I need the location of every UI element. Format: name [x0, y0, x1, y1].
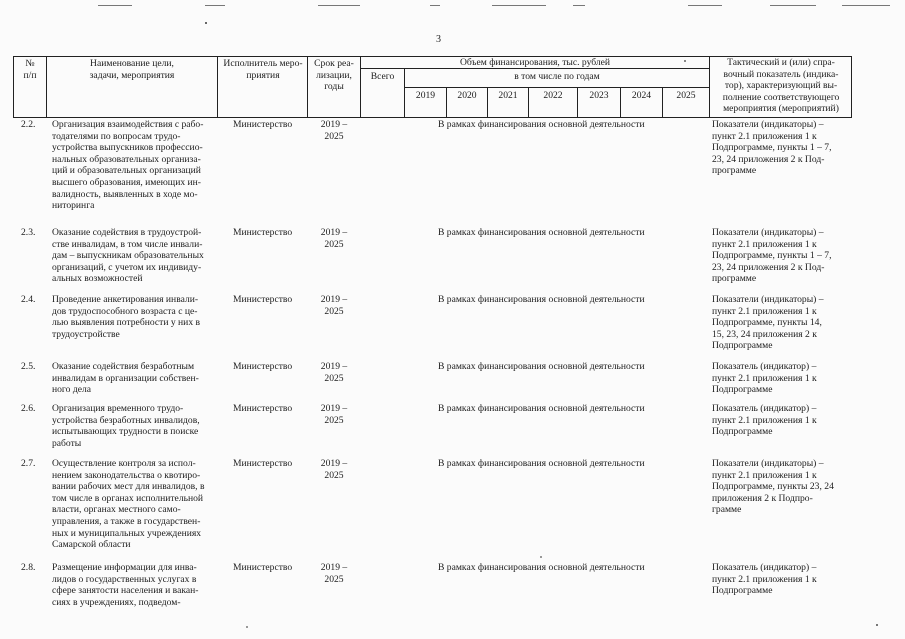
row-indicator: Показатели (индикаторы) – пункт 2.1 приложения 1 к Подпрограмме, пункты 14, 15, 23, 24 приложения 2 к Подпрограмме: [712, 294, 824, 352]
scan-artifact-line: [98, 5, 132, 6]
row-num: 2.7.: [21, 458, 36, 469]
row-name: Организация временного трудо- устройства безработных инвалидов, испытывающих трудности в поиске работы: [52, 403, 200, 449]
row-funding: В рамках финансирования основной деятельности: [438, 119, 645, 130]
row-term: 2019 – 2025: [320, 458, 348, 481]
row-name: Оказание содействия безработным инвалидам в организации собствен- ного дела: [52, 361, 199, 396]
row-executor: Министерство: [233, 562, 293, 573]
row-executor: Министерство: [233, 361, 293, 372]
row-funding: В рамках финансирования основной деятельности: [438, 294, 645, 305]
scan-artifact-line: [205, 5, 225, 6]
scan-speck: [205, 22, 207, 24]
row-indicator: Показатель (индикатор) – пункт 2.1 приложения 1 к Подпрограмме: [712, 403, 817, 438]
row-num: 2.3.: [21, 227, 36, 238]
row-indicator: Показатель (индикатор) – пункт 2.1 приложения 1 к Подпрограмме: [712, 562, 817, 597]
scan-artifact-line: [770, 5, 816, 6]
row-term: 2019 – 2025: [320, 361, 348, 384]
row-num: 2.5.: [21, 361, 36, 372]
scan-speck: [876, 624, 878, 626]
header-funding: Объем финансирования, тыс. рублей: [459, 57, 611, 68]
row-num: 2.4.: [21, 294, 36, 305]
header-year-2025: 2025: [676, 90, 696, 101]
scan-speck: [246, 626, 248, 628]
header-bottom-border: [13, 117, 852, 118]
row-funding: В рамках финансирования основной деятельности: [438, 361, 645, 372]
row-term: 2019 – 2025: [320, 562, 348, 585]
row-funding: В рамках финансирования основной деятельности: [438, 458, 645, 469]
scan-artifact-line: [688, 5, 722, 6]
row-executor: Министерство: [233, 294, 293, 305]
row-executor: Министерство: [233, 458, 293, 469]
row-indicator: Показатели (индикаторы) – пункт 2.1 приложения 1 к Подпрограмме, пункты 1 – 7, 23, 24 приложения 2 к Под- программе: [712, 119, 832, 177]
row-funding: В рамках финансирования основной деятельности: [438, 562, 645, 573]
row-funding: В рамках финансирования основной деятельности: [438, 403, 645, 414]
row-executor: Министерство: [233, 403, 293, 414]
row-name: Размещение информации для инва- лидов о государственных услугах в сфере занятости населения и вакан- сиях в учреждениях, подведом-: [52, 562, 199, 608]
scan-artifact-line: [318, 5, 360, 6]
row-name: Проведение анкетирования инвали- дов трудоспособного возраста с це- лью выявления потребности у них в трудоустройстве: [52, 294, 201, 340]
row-indicator: Показатель (индикатор) – пункт 2.1 приложения 1 к Подпрограмме: [712, 361, 817, 396]
row-name: Осуществление контроля за испол- нением законодательства о квотиро- вании рабочих мест для инвалидов, в том числе в органах исполнительной власти, органах местного само- управления, а также в государствен- ных и муниципальных учреждениях Самарской области: [52, 458, 205, 551]
scan-speck: [540, 556, 542, 558]
page-number: 3: [436, 34, 441, 45]
row-num: 2.2.: [21, 119, 36, 130]
row-executor: Министерство: [233, 227, 293, 238]
row-name: Оказание содействия в трудоустрой- стве инвалидам, в том числе инвали- дам – выпускникам образовательных организаций, с учетом их индивиду- альных возможностей: [52, 227, 204, 285]
header-year-2023: 2023: [589, 90, 609, 101]
row-executor: Министерство: [233, 119, 293, 130]
header-year-2021: 2021: [498, 90, 518, 101]
scan-artifact-line: [573, 5, 585, 6]
header-year-2019: 2019: [415, 90, 436, 101]
row-name: Организация взаимодействия с рабо- тодателями по вопросам трудо- устройства выпускников профессио- нальных образовательных организа- ций и образовательных организаций высшего образования, имеющих ин- валидность, выявленных в ходе мо- ниторинга: [52, 119, 204, 212]
row-term: 2019 – 2025: [320, 119, 348, 142]
scan-artifact-line: [492, 5, 546, 6]
scan-artifact-line: [430, 5, 440, 6]
header-by-year: в том числе по годам: [514, 71, 600, 82]
header-rule-years: [404, 87, 709, 88]
header-executor: Исполнитель меро- приятия: [223, 58, 303, 81]
row-indicator: Показатели (индикаторы) – пункт 2.1 приложения 1 к Подпрограмме, пункты 23, 24 приложения 2 к Подпро- грамме: [712, 458, 834, 516]
header-name: Наименование цели, задачи, мероприятия: [89, 58, 175, 81]
header-year-2022: 2022: [543, 90, 563, 101]
row-term: 2019 – 2025: [320, 227, 348, 250]
header-term: Срок реа- лизации, годы: [314, 58, 354, 92]
header-year-2020: 2020: [457, 90, 477, 101]
row-term: 2019 – 2025: [320, 294, 348, 317]
row-num: 2.8.: [21, 562, 36, 573]
scan-artifact-line: [842, 5, 890, 6]
row-num: 2.6.: [21, 403, 36, 414]
header-num: № п/п: [23, 58, 37, 81]
row-funding: В рамках финансирования основной деятельности: [438, 227, 645, 238]
header-indicator: Тактический и (или) спра- вочный показатель (индика- тор), характеризующий вы- полнение соответствующего мероприятия (мероприятий): [722, 57, 840, 114]
row-indicator: Показатели (индикаторы) – пункт 2.1 приложения 1 к Подпрограмме, пункты 1 – 7, 23, 24 приложения 2 к Под- программе: [712, 227, 832, 285]
header-total: Всего: [370, 71, 395, 82]
header-year-2024: 2024: [631, 90, 652, 101]
row-term: 2019 – 2025: [320, 403, 348, 426]
scan-speck: [684, 60, 686, 62]
